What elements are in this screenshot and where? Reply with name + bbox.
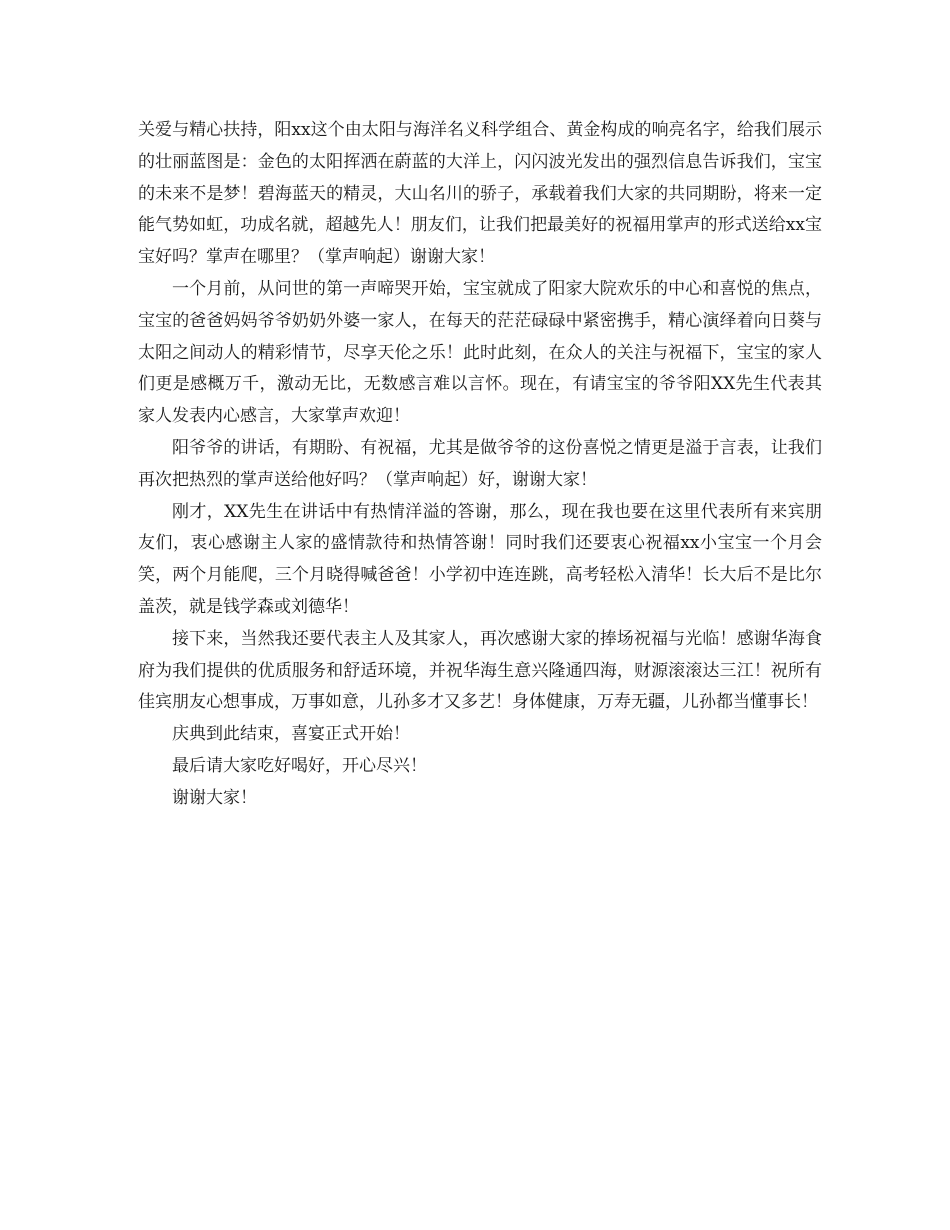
paragraph-8: 谢谢大家！ [172, 787, 257, 808]
paragraph-7: 最后请大家吃好喝好，开心尽兴！ [172, 755, 427, 776]
document-body [138, 115, 822, 815]
paragraph-2: 一个月前，从问世的第一声啼哭开始，宝宝就成了阳家大院欢乐的中心和喜悦的焦点，宝宝的爸爸妈妈爷爷奶奶外婆一家人，在每天的茫茫碌碌中紧密携手，精心演绎着向日葵与太阳之间动人的精彩情节，尽享天伦之乐！此时此刻，在众人的关注与祝福下，宝宝的家人们更是感概万千，激动无比，无数感言难以言怀。现在，有请宝宝的爷爷阳XX先生代表其家人发表内心感言，大家掌声欢迎！ [138, 278, 822, 427]
paragraph-5: 接下来，当然我还要代表主人及其家人，再次感谢大家的捧场祝福与光临！感谢华海食府为我们提供的优质服务和舒适环境，并祝华海生意兴隆通四海，财源滚滚达三江！祝所有佳宾朋友心想事成，万事如意，儿孙多才又多艺！身体健康，万寿无疆，儿孙都当懂事长！ [138, 628, 822, 713]
paragraph-6: 庆典到此结束，喜宴正式开始！ [172, 724, 410, 745]
paragraph-4: 刚才，XX先生在讲话中有热情洋溢的答谢，那么，现在我也要在这里代表所有来宾朋友们，衷心感谢主人家的盛情款待和热情答谢！同时我们还要衷心祝福xx小宝宝一个月会笑，两个月能爬，三个月晓得喊爸爸！小学初中连连跳，高考轻松入清华！长大后不是比尔盖茨，就是钱学森或刘德华！ [138, 501, 822, 617]
paragraph-1: 关爱与精心扶持，阳xx这个由太阳与海洋名义科学组合、黄金构成的响亮名字，给我们展示的壮丽蓝图是：金色的太阳挥洒在蔚蓝的大洋上，闪闪波光发出的强烈信息告诉我们，宝宝的未来不是梦！碧海蓝天的精灵，大山名川的骄子，承载着我们大家的共同期盼，将来一定能气势如虹，功成名就，超越先人！朋友们，让我们把最美好的祝福用掌声的形式送给xx宝宝好吗？掌声在哪里？（掌声响起）谢谢大家！ [138, 120, 822, 268]
paragraph-3: 阳爷爷的讲话，有期盼、有祝福，尤其是做爷爷的这份喜悦之情更是溢于言表，让我们再次把热烈的掌声送给他好吗？（掌声响起）好，谢谢大家！ [138, 437, 822, 490]
